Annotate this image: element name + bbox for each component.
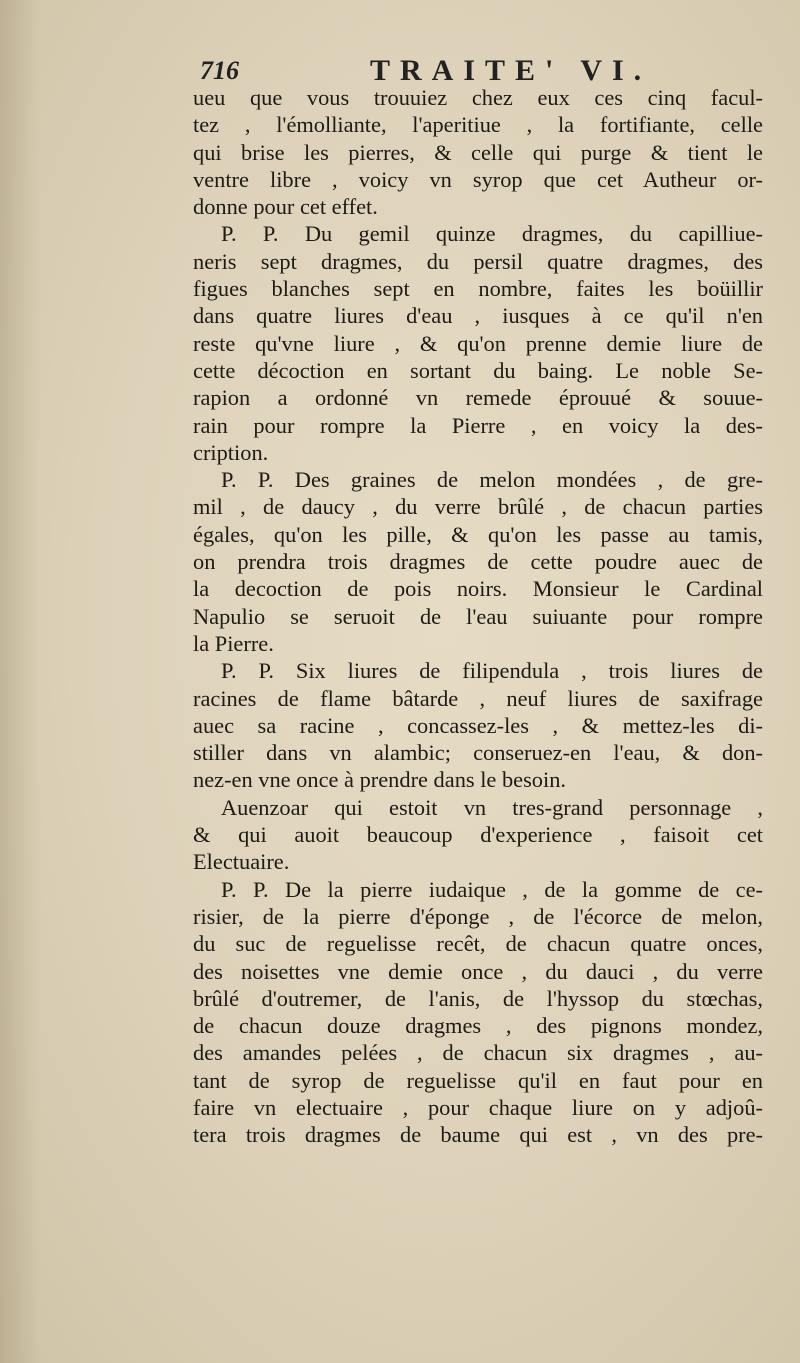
text-line: auec sa racine , concassez-les , & mettez-les di- xyxy=(193,712,763,738)
text-line: racines de flame bâtarde , neuf liures de saxifrage xyxy=(193,685,763,711)
running-title: TRAITE' VI. xyxy=(370,54,652,87)
text-line: brûlé d'outremer, de l'anis, de l'hyssop du stœchas, xyxy=(193,985,763,1011)
text-line: neris sept dragmes, du persil quatre dragmes, des xyxy=(193,248,763,274)
page-number: 716 xyxy=(200,56,239,85)
text-line: nez-en vne once à prendre dans le besoin. xyxy=(193,767,567,793)
text-line: qui brise les pierres, & celle qui purge & tient le xyxy=(193,139,763,165)
text-line: tez , l'émolliante, l'aperitiue , la fortifiante, celle xyxy=(193,112,763,138)
text-line: Electuaire. xyxy=(193,849,290,875)
text-line: P. P. Six liures de filipendula , trois liures de xyxy=(221,658,763,684)
text-line: stiller dans vn alambic; conseruez-en l'eau, & don- xyxy=(193,740,763,766)
text-line: P. P. Du gemil quinze dragmes, du capilliue- xyxy=(221,221,763,247)
text-line: la Pierre. xyxy=(193,630,274,656)
text-line: rain pour rompre la Pierre , en voicy la des- xyxy=(193,412,763,438)
text-line: tant de syrop de reguelisse qu'il en faut pour en xyxy=(193,1067,763,1093)
text-line: la decoction de pois noirs. Monsieur le Cardinal xyxy=(193,576,763,602)
text-line: de chacun douze dragmes , des pignons mondez, xyxy=(193,1013,763,1039)
text-line: risier, de la pierre d'éponge , de l'écorce de melon, xyxy=(193,903,763,929)
body-text xyxy=(193,84,763,1149)
text-line: dans quatre liures d'eau , iusques à ce qu'il n'en xyxy=(193,303,763,329)
text-line: Auenzoar qui estoit vn tres-grand personnage , xyxy=(221,794,763,820)
text-line: reste qu'vne liure , & qu'on prenne demie liure de xyxy=(193,330,763,356)
text-line: tera trois dragmes de baume qui est , vn des pre- xyxy=(193,1122,763,1148)
text-line: & qui auoit beaucoup d'experience , faisoit cet xyxy=(193,822,763,848)
text-line: cription. xyxy=(193,439,269,465)
text-line: mil , de daucy , du verre brûlé , de chacun parties xyxy=(193,494,763,520)
text-line: on prendra trois dragmes de cette poudre auec de xyxy=(193,549,763,575)
text-line: ueu que vous trouuiez chez eux ces cinq facul- xyxy=(193,85,763,110)
text-line: égales, qu'on les pille, & qu'on les passe au tamis, xyxy=(193,521,763,547)
text-line: des amandes pelées , de chacun six dragmes , au- xyxy=(193,1040,763,1066)
text-line: donne pour cet effet. xyxy=(193,194,378,220)
text-line: cette décoction en sortant du baing. Le noble Se- xyxy=(193,357,763,383)
text-line: ventre libre , voicy vn syrop que cet Autheur or- xyxy=(193,166,763,192)
text-line: du suc de reguelisse recêt, de chacun quatre onces, xyxy=(193,931,763,957)
text-line: faire vn electuaire , pour chaque liure on y adjoû- xyxy=(193,1094,763,1120)
text-line: figues blanches sept en nombre, faites les boüillir xyxy=(193,276,763,302)
text-line: des noisettes vne demie once , du dauci , du verre xyxy=(193,958,763,984)
text-line: rapion a ordonné vn remede éprouué & souue- xyxy=(193,385,763,411)
text-line: Napulio se seruoit de l'eau suiuante pour rompre xyxy=(193,603,763,629)
text-line: P. P. Des graines de melon mondées , de gre- xyxy=(221,467,763,493)
text-line: P. P. De la pierre iudaique , de la gomme de ce- xyxy=(221,876,763,902)
